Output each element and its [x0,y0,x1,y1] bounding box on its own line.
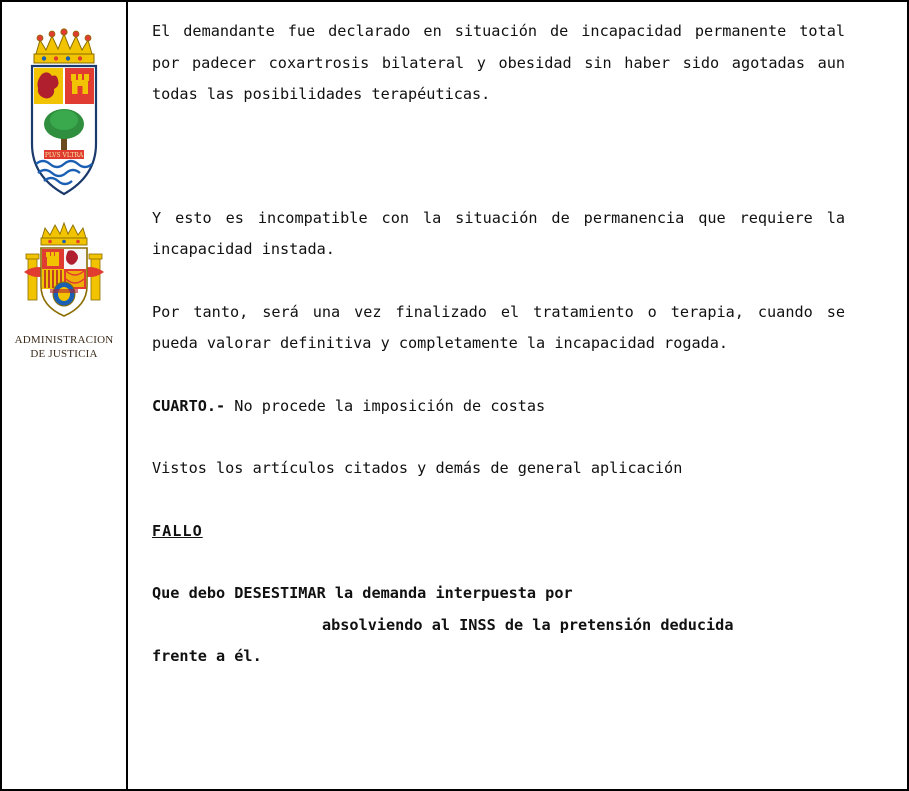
spain-coat-of-arms-wrap [14,220,114,330]
spacer-large [152,111,845,203]
cantabria-coat-of-arms-wrap [14,24,114,214]
administration-line-2: DE JUSTICIA [30,347,98,360]
spacer-medium-1 [152,266,845,297]
spacer-medium-5 [152,547,845,578]
spain-coat-of-arms-icon [14,220,114,330]
left-margin-column [2,2,128,789]
paragraph-por-tanto: Por tanto, será una vez finalizado el tratamiento o terapia, cuando se pueda valorar definitiva y completamente la incapacidad rogada. [152,302,855,352]
svg-text:PLVS VLTRA: PLVS VLTRA [44,152,84,159]
administration-caption [15,334,114,362]
administration-line-1: ADMINISTRACION [14,334,114,346]
paragraph-vistos: Vistos los artículos citados y demás de general aplicación [152,459,683,477]
spacer-medium-4 [152,485,845,516]
cuarto-label: CUARTO.- [152,396,226,415]
paragraph-incapacidad: El demandante fue declarado en situación de incapacidad permanente total por padecer coxartrosis bilateral y obesidad sin haber sido agotadas aun todas las posibilidades terapéuticas. [152,22,855,103]
fallo-line-3: frente a él. [152,647,262,665]
heading-fallo [152,516,845,548]
fallo-label: FALLO [152,521,203,540]
fallo-line-2: absolviendo al INSS de la pretensión deducida [322,615,734,634]
paragraph-fallo-body [152,578,845,673]
document-body [130,2,907,789]
cuarto-text: No procede la imposición de costas [225,396,546,415]
spacer-medium-3 [152,422,845,453]
paragraph-cuarto [152,391,845,423]
cantabria-coat-of-arms-icon [14,24,114,214]
spacer-medium-2 [152,360,845,391]
fallo-line-1: Que debo DESESTIMAR la demanda interpuesta por [152,584,573,602]
paragraph-incompatible: Y esto es incompatible con la situación de permanencia que requiere la incapacidad instada. [152,208,855,258]
